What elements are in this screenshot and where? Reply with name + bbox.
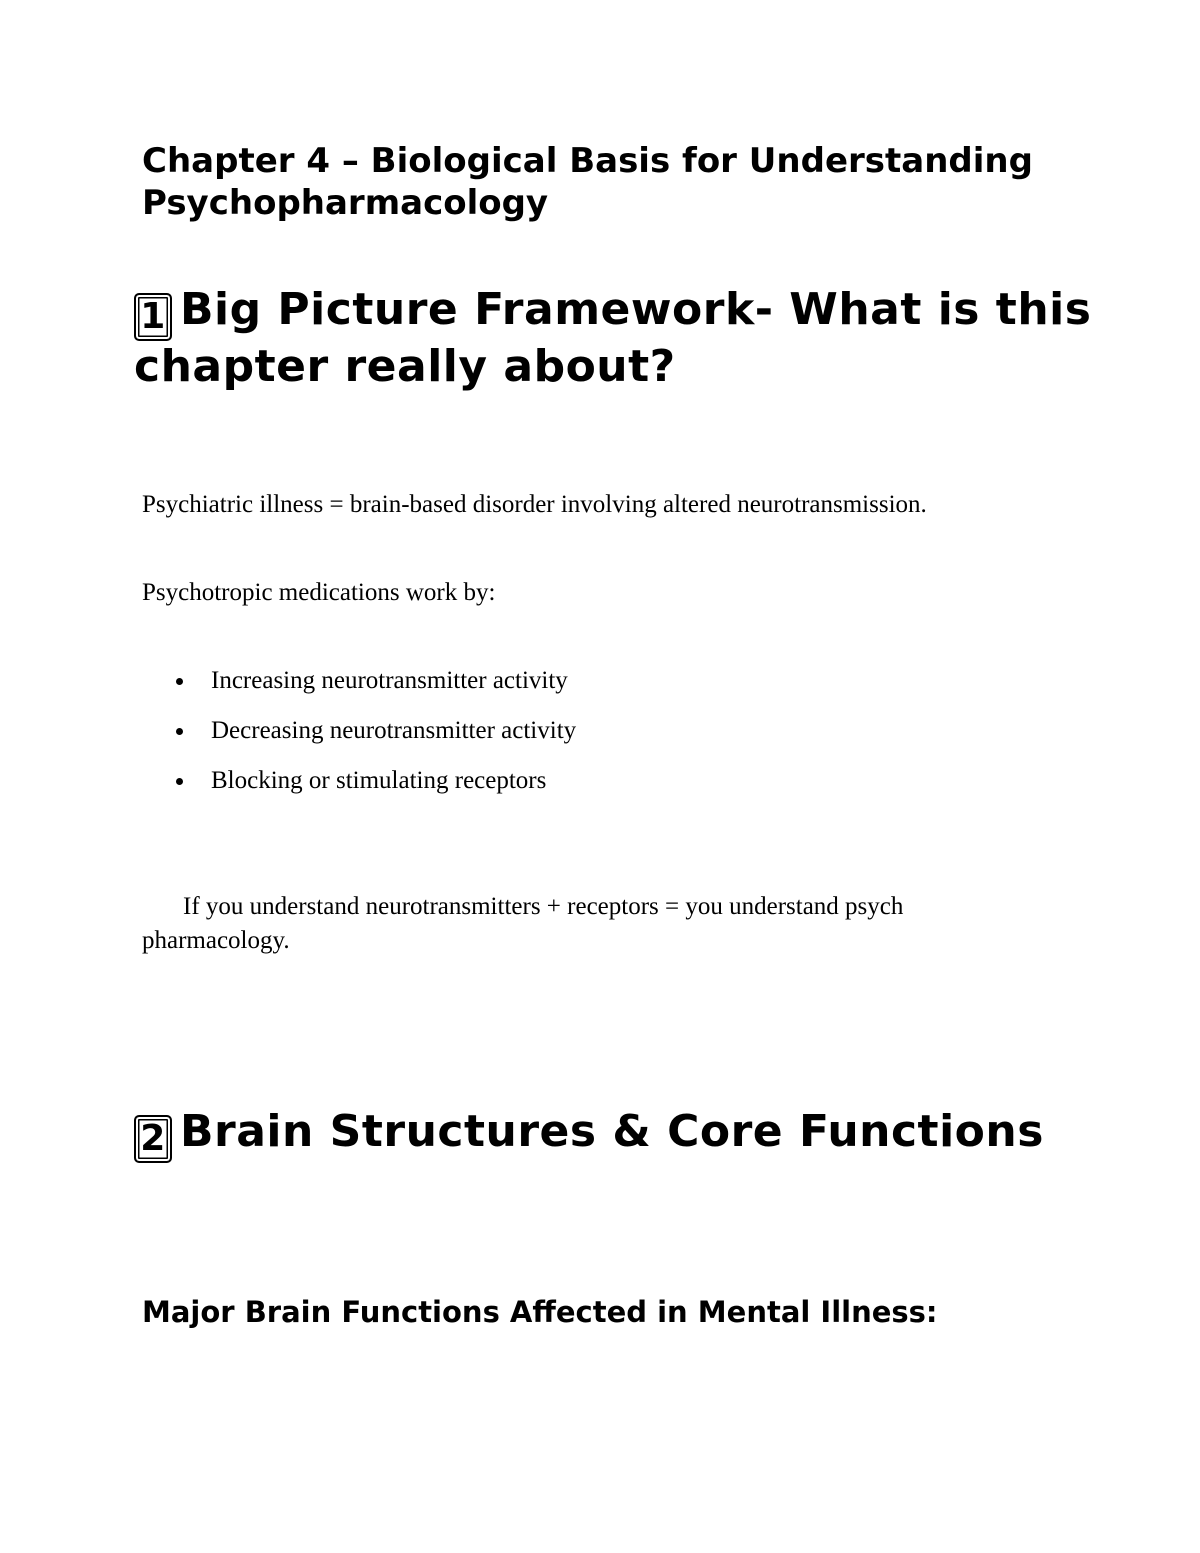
list-item-text: Blocking or stimulating receptors [211, 767, 547, 794]
bullet-icon [176, 778, 183, 785]
keycap-digit-two-icon: 2 [134, 1115, 172, 1163]
list-item [142, 714, 1042, 764]
section-heading-brain-structures [134, 1106, 1134, 1163]
keycap-digit-one-icon: 1 [134, 293, 172, 341]
paragraph-medications-work-by: Psychotropic medications work by: [142, 579, 496, 606]
section-heading-text: Brain Structures & Core Functions [180, 1106, 1044, 1157]
list-item-text: Increasing neurotransmitter activity [211, 667, 568, 694]
list-item [142, 664, 1042, 714]
section-heading-big-picture [134, 284, 1134, 393]
bullet-icon [176, 728, 183, 735]
mechanism-bullet-list [142, 664, 1042, 814]
bullet-icon [176, 678, 183, 685]
chapter-title: Chapter 4 – Biological Basis for Understanding Psychopharmacology [142, 141, 1033, 223]
list-item [142, 764, 1042, 814]
section-heading-text: Big Picture Framework- What is this chapter really about? [134, 284, 1092, 392]
paragraph-psychiatric-illness: Psychiatric illness = brain-based disorder involving altered neurotransmission. [142, 491, 927, 518]
list-item-text: Decreasing neurotransmitter activity [211, 717, 577, 744]
subheading-major-brain-functions: Major Brain Functions Affected in Mental Illness: [142, 1295, 938, 1329]
paragraph-summary: If you understand neurotransmitters + receptors = you understand psych pharmacology. [142, 893, 904, 954]
